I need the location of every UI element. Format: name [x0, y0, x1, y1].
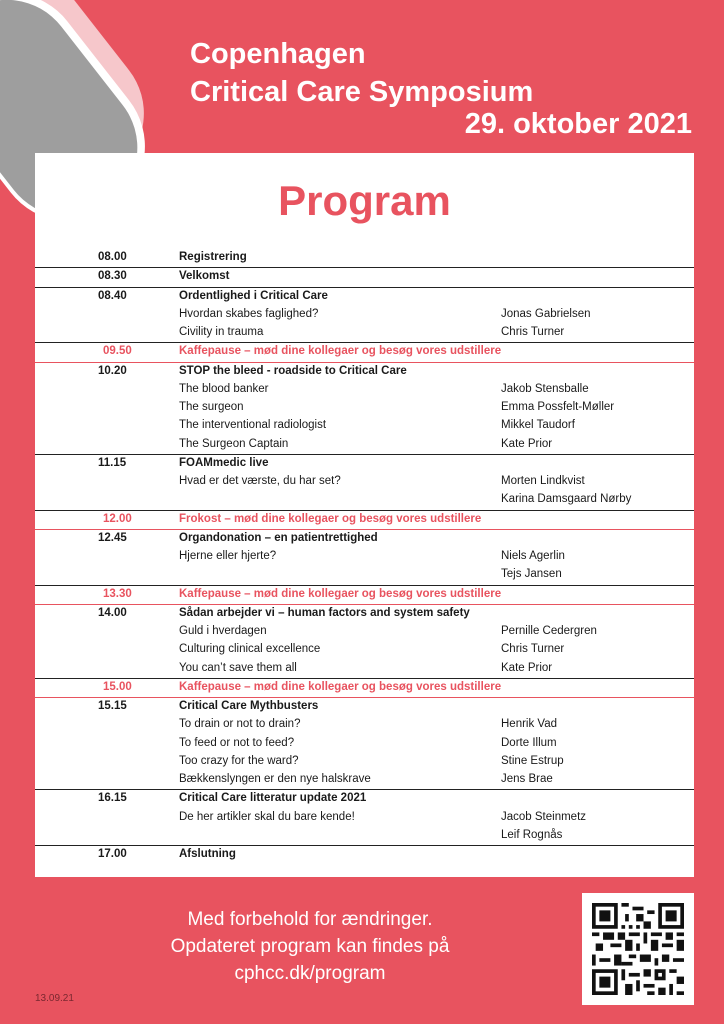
footer-notice	[110, 906, 510, 987]
schedule-time: 13.30	[103, 587, 132, 600]
schedule-talk-row	[35, 491, 694, 510]
event-title-line1: Copenhagen	[190, 38, 366, 70]
schedule-talk-row	[35, 436, 694, 455]
schedule-talk-row	[35, 735, 694, 753]
schedule-time: 08.40	[98, 289, 127, 302]
schedule-session-row	[35, 698, 694, 716]
schedule-time: 08.00	[98, 251, 127, 263]
schedule-speaker: Jonas Gabrielsen	[501, 307, 591, 320]
schedule-title: FOAMmedic live	[179, 456, 269, 469]
schedule-talk-row	[35, 548, 694, 566]
schedule-talk-row	[35, 660, 694, 679]
schedule-title: The Surgeon Captain	[179, 437, 289, 450]
schedule-talk-row	[35, 641, 694, 659]
schedule-session-row	[35, 790, 694, 808]
schedule-title: Guld i hverdagen	[179, 625, 267, 637]
schedule-speaker: Stine Estrup	[501, 754, 564, 767]
schedule-talk-row	[35, 381, 694, 399]
program-panel	[35, 153, 694, 877]
schedule-title: Hvad er det værste, du har set?	[179, 475, 341, 487]
notice-line: Med forbehold for ændringer.	[187, 909, 433, 930]
schedule-title: Ordentlighed i Critical Care	[179, 289, 328, 302]
schedule-title: Registrering	[179, 251, 247, 263]
schedule-speaker: Pernille Cedergren	[501, 625, 597, 637]
schedule-title: Civility in trauma	[179, 326, 264, 338]
qr-code-icon	[592, 903, 684, 995]
print-date: 13.09.21	[35, 993, 74, 1004]
schedule-title: Velkomst	[179, 270, 230, 283]
schedule-speaker: Mikkel Taudorf	[501, 419, 575, 432]
schedule-session-row	[35, 605, 694, 623]
schedule-title: Hvordan skabes faglighed?	[179, 307, 319, 320]
schedule-title: Critical Care Mythbusters	[179, 700, 319, 712]
schedule-talk-row	[35, 623, 694, 641]
schedule-speaker: Karina Damsgaard Nørby	[501, 493, 632, 506]
schedule-time: 12.45	[98, 531, 127, 544]
schedule-title: Afslutning	[179, 848, 236, 860]
schedule-speaker: Leif Rognås	[501, 828, 563, 841]
schedule-title: To drain or not to drain?	[179, 718, 301, 731]
schedule-speaker: Emma Possfelt-Møller	[501, 401, 615, 413]
schedule-title: Sådan arbejder vi – human factors and system safety	[179, 606, 470, 619]
event-title-line2: Critical Care Symposium	[190, 76, 534, 108]
schedule-talk-row	[35, 827, 694, 846]
schedule-speaker: Kate Prior	[501, 661, 553, 674]
program-title: Program	[278, 177, 451, 224]
schedule-speaker: Jakob Stensballe	[501, 382, 589, 395]
schedule-time: 08.30	[98, 270, 127, 283]
schedule-title: Critical Care litteratur update 2021	[179, 792, 367, 805]
schedule-session-row	[35, 530, 694, 548]
schedule-time: 12.00	[103, 512, 132, 525]
schedule-talk-row	[35, 306, 694, 324]
schedule-title: Kaffepause – mød dine kollegaer og besøg vores udstillere	[179, 680, 502, 693]
schedule-speaker: Kate Prior	[501, 437, 553, 450]
schedule-talk-row	[35, 809, 694, 827]
schedule-title: The interventional radiologist	[179, 419, 327, 432]
schedule-title: De her artikler skal du bare kende!	[179, 810, 355, 823]
schedule-speaker: Henrik Vad	[501, 718, 558, 731]
schedule-time: 16.15	[98, 792, 127, 805]
schedule-time: 10.20	[98, 364, 127, 377]
schedule-talk-row	[35, 417, 694, 435]
schedule-break-row	[35, 586, 694, 605]
notice-line: Opdateret program kan findes på	[170, 936, 450, 957]
schedule-time: 15.00	[103, 680, 132, 693]
schedule-title: Kaffepause – mød dine kollegaer og besøg vores udstillere	[179, 587, 502, 600]
schedule-title: Bækkenslyngen er den nye halskrave	[179, 773, 371, 785]
qr-code[interactable]	[582, 893, 694, 1005]
schedule-title: Too crazy for the ward?	[179, 754, 299, 767]
schedule-speaker: Jens Brae	[501, 773, 553, 785]
schedule-time: 14.00	[98, 606, 127, 619]
schedule-speaker: Morten Lindkvist	[501, 475, 585, 487]
schedule-title: Kaffepause – mød dine kollegaer og besøg vores udstillere	[179, 345, 502, 358]
schedule-speaker: Chris Turner	[501, 326, 565, 338]
schedule-session-row	[35, 288, 694, 306]
schedule-talk-row	[35, 324, 694, 343]
schedule-talk-row	[35, 399, 694, 417]
schedule-title: To feed or not to feed?	[179, 736, 295, 749]
schedule-time: 15.15	[98, 700, 127, 712]
schedule-time: 17.00	[98, 848, 127, 860]
event-date: 29. oktober 2021	[464, 108, 692, 140]
schedule-talk-row	[35, 473, 694, 491]
program-url[interactable]: cphcc.dk/program	[234, 963, 386, 984]
schedule-speaker: Chris Turner	[501, 643, 565, 656]
schedule-talk-row	[35, 566, 694, 585]
schedule-break-row	[35, 679, 694, 698]
schedule-title: STOP the bleed - roadside to Critical Care	[179, 364, 407, 377]
schedule-speaker: Tejs Jansen	[501, 568, 562, 581]
schedule-session-row	[35, 249, 694, 268]
schedule-title: Frokost – mød dine kollegaer og besøg vores udstillere	[179, 512, 482, 525]
schedule-talk-row	[35, 753, 694, 771]
schedule-talk-row	[35, 716, 694, 734]
schedule-break-row	[35, 343, 694, 362]
schedule-time: 11.15	[98, 456, 127, 469]
schedule-speaker: Dorte Illum	[501, 736, 557, 749]
schedule-speaker: Jacob Steinmetz	[501, 810, 587, 823]
schedule-session-row	[35, 268, 694, 287]
header	[0, 0, 724, 150]
schedule-list	[35, 249, 694, 864]
schedule-title: You can’t save them all	[179, 661, 297, 674]
schedule-time: 09.50	[103, 345, 132, 358]
schedule-break-row	[35, 511, 694, 530]
schedule-session-row	[35, 363, 694, 381]
schedule-session-row	[35, 455, 694, 473]
schedule-talk-row	[35, 771, 694, 790]
schedule-title: Hjerne eller hjerte?	[179, 550, 277, 562]
schedule-title: Organdonation – en patientrettighed	[179, 531, 378, 544]
schedule-speaker: Niels Agerlin	[501, 550, 565, 562]
schedule-title: The surgeon	[179, 401, 244, 413]
schedule-title: The blood banker	[179, 382, 269, 395]
schedule-session-row	[35, 846, 694, 864]
schedule-title: Culturing clinical excellence	[179, 643, 321, 656]
